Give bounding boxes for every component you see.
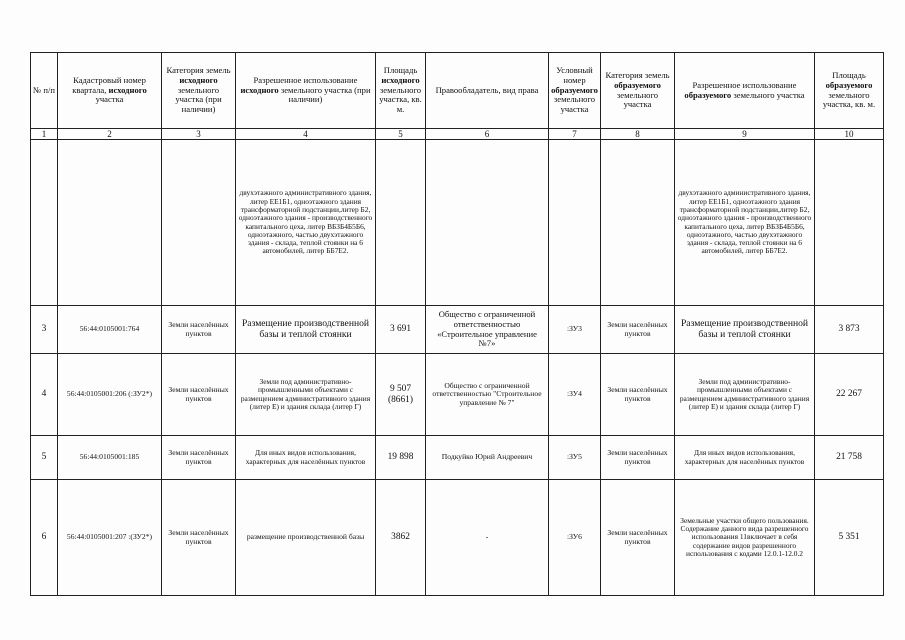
header-owner: Правообладатель, вид права xyxy=(426,53,549,129)
cell-category-src: Земли населённых пунктов xyxy=(162,354,236,436)
header-number: № п/п xyxy=(31,53,58,129)
cell-number: 3 xyxy=(31,306,58,354)
col-number: 8 xyxy=(601,129,675,140)
cell-area-new: 22 267 xyxy=(815,354,884,436)
cell-area-src: 9 507 (8661) xyxy=(376,354,426,436)
cell-category-new: Земли населённых пунктов xyxy=(601,480,675,596)
cell-use-src: Земли под административно-промышленными объектами с размещением административного здания (литер Е) и здания склада (литер Г) xyxy=(236,354,376,436)
cell-category-src: Земли населённых пунктов xyxy=(162,306,236,354)
table-row xyxy=(31,306,884,354)
table-row-continuation xyxy=(31,140,884,306)
col-number: 1 xyxy=(31,129,58,140)
cell-category-new: Земли населённых пунктов xyxy=(601,306,675,354)
col-number: 5 xyxy=(376,129,426,140)
col-number: 3 xyxy=(162,129,236,140)
cell-cadastral: 56:44:0105001:185 xyxy=(58,436,162,480)
cell-cadastral: 56:44:0105001:206 (:ЗУ2*) xyxy=(58,354,162,436)
cell-use-src: Для иных видов использования, характерных для населённых пунктов xyxy=(236,436,376,480)
cell-area-src: 3 691 xyxy=(376,306,426,354)
cell-use-src: Размещение производственной базы и теплой стоянки xyxy=(236,306,376,354)
header-row xyxy=(31,53,884,129)
cell-use-new: Размещение производственной базы и теплой стоянки xyxy=(675,306,815,354)
cell-conditional-number: :ЗУ6 xyxy=(549,480,601,596)
cell-category-new: Земли населённых пунктов xyxy=(601,436,675,480)
cell-owner: Общество с ограниченной ответственностью «Строительное управление №7» xyxy=(426,306,549,354)
cell-category-new: Земли населённых пунктов xyxy=(601,354,675,436)
cell-area-src: 19 898 xyxy=(376,436,426,480)
col-number: 4 xyxy=(236,129,376,140)
cell-cadastral: 56:44:0105001:207 :(ЗУ2*) xyxy=(58,480,162,596)
cell-number: 4 xyxy=(31,354,58,436)
header-use-src: Разрешенное использование исходного земельного участка (при наличии) xyxy=(236,53,376,129)
cell-category-src: Земли населённых пунктов xyxy=(162,480,236,596)
header-use-new: Разрешенное использование образуемого земельного участка xyxy=(675,53,815,129)
cell-use-new: Земельные участки общего пользования. Содержание данного вида разрешенного использования 11включает в себя содержание видов разрешенного использования с кодами 12.0.1-12.0.2 xyxy=(675,480,815,596)
header-cadastral: Кадастровый номер квартала, исходного участка xyxy=(58,53,162,129)
cell-use-new: Для иных видов использования, характерных для населённых пунктов xyxy=(675,436,815,480)
land-plots-table xyxy=(30,52,884,596)
header-conditional-number: Условный номер образуемого земельного участка xyxy=(549,53,601,129)
col-number: 2 xyxy=(58,129,162,140)
cell-use-new: двухэтажного административного здания, литер ЕЕ1Б1, одноэтажного здания трансформаторной подстанции,литер Б2, одноэтажного здания - производственного капитального цеха, литер ВБЗБ4Б5Б6, одноэтажного, частью двухэтажного здания - склада, теплой стоянки на 6 автомобилей, литер ББ7Е2. xyxy=(675,140,815,306)
header-area-new: Площадь образуемого земельного участка, кв. м. xyxy=(815,53,884,129)
header-category-src: Категория земель исходного земельного участка (при наличии) xyxy=(162,53,236,129)
col-number: 10 xyxy=(815,129,884,140)
col-number: 9 xyxy=(675,129,815,140)
cell-use-src: размещение производственной базы xyxy=(236,480,376,596)
col-number: 7 xyxy=(549,129,601,140)
column-number-row xyxy=(31,129,884,140)
cell-area-new: 21 758 xyxy=(815,436,884,480)
table-row xyxy=(31,436,884,480)
cell-area-src: 3862 xyxy=(376,480,426,596)
cell-number: 5 xyxy=(31,436,58,480)
table-row xyxy=(31,354,884,436)
cell-use-src: двухэтажного административного здания, литер ЕЕ1Б1, одноэтажного здания трансформаторной подстанции,литер Б2, одноэтажного здания - производственного капитального цеха, литер ВБЗБ4Б5Б6, одноэтажного, частью двухэтажного здания - склада, теплой стоянки на 6 автомобилей, литер ББ7Е2. xyxy=(236,140,376,306)
cell-area-new: 3 873 xyxy=(815,306,884,354)
cell-cadastral: 56:44:0105001:764 xyxy=(58,306,162,354)
cell-owner: - xyxy=(426,480,549,596)
cell-conditional-number: :ЗУ5 xyxy=(549,436,601,480)
cell-owner: Общество с ограниченной ответственностью "Строительное управление № 7" xyxy=(426,354,549,436)
cell-area-new: 5 351 xyxy=(815,480,884,596)
cell-owner: Подкуйко Юрий Андреевич xyxy=(426,436,549,480)
col-number: 6 xyxy=(426,129,549,140)
header-category-new: Категория земель образуемого земельного участка xyxy=(601,53,675,129)
cell-use-new: Земли под административно-промышленными объектами с размещением административного здания (литер Е) и здания склада (литер Г) xyxy=(675,354,815,436)
cell-number: 6 xyxy=(31,480,58,596)
cell-category-src: Земли населённых пунктов xyxy=(162,436,236,480)
header-area-src: Площадь исходного земельного участка, кв. м. xyxy=(376,53,426,129)
table-row xyxy=(31,480,884,596)
cell-conditional-number: :ЗУ3 xyxy=(549,306,601,354)
cell-conditional-number: :ЗУ4 xyxy=(549,354,601,436)
